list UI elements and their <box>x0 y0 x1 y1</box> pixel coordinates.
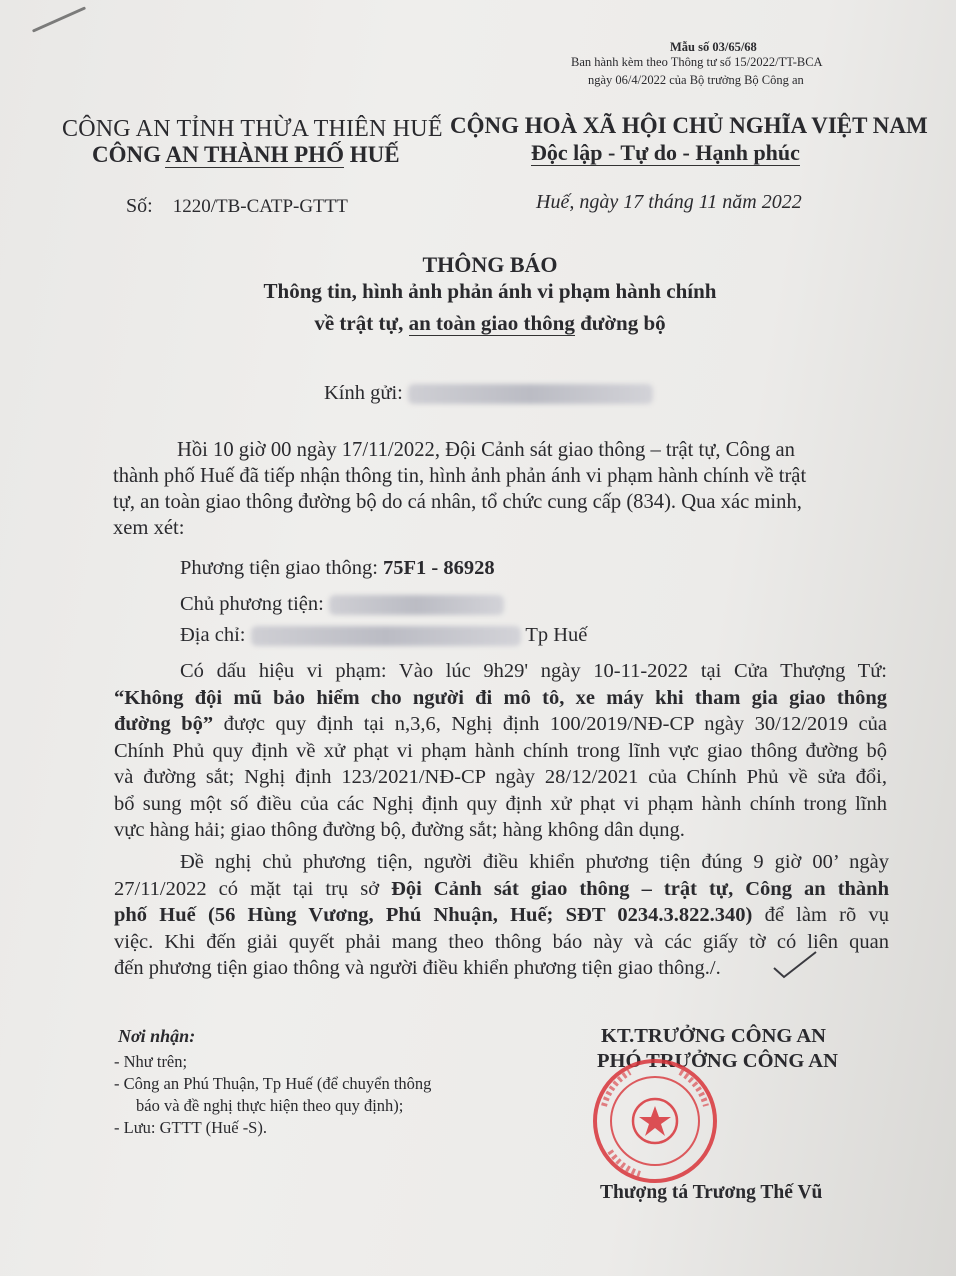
receiver-item: - Lưu: GTTT (Huế -S). <box>114 1118 267 1137</box>
signature-title-1: KT.TRƯỞNG CÔNG AN <box>601 1025 826 1047</box>
receivers-title: Nơi nhận: <box>118 1026 196 1046</box>
address-field: Địa chỉ: Tp Huế <box>180 624 588 646</box>
document-subtitle-1: Thông tin, hình ảnh phản ánh vi phạm hành chính <box>263 279 717 303</box>
request-paragraph: Đề nghị chủ phương tiện, người điều khiển phương tiện đúng 9 giờ 00’ ngày 27/11/2022 có mặt tại trụ sở Đội Cảnh sát giao thông – trật tự, Công an thành phố Huế (56 Hùng Vương, Phú Nhuận, Huế; SĐT 0234.3.822.340) để làm rõ vụ việc. Khi đến giải quyết phải mang theo thông báo này và các giấy tờ có liên quan đến phương tiện giao thông và người điều khiển phương tiện giao thông./. <box>114 851 889 979</box>
owner-field: Chủ phương tiện: <box>180 593 504 616</box>
official-seal-icon <box>590 1056 720 1186</box>
document-date: Huế, ngày 17 tháng 11 năm 2022 <box>536 191 802 213</box>
nation-motto: Độc lập - Tự do - Hạnh phúc <box>531 140 800 165</box>
recipient-line: Kính gửi: <box>324 382 653 405</box>
nation-title: CỘNG HOÀ XÃ HỘI CHỦ NGHĨA VIỆT NAM <box>450 113 928 138</box>
signer-name: Thượng tá Trương Thế Vũ <box>600 1182 823 1203</box>
redacted-recipient <box>408 384 653 404</box>
vehicle-field: Phương tiện giao thông: 75F1 - 86928 <box>180 557 495 579</box>
receiver-item: báo và đề nghị thực hiện theo quy định); <box>136 1096 404 1115</box>
agency-line-1: CÔNG AN TỈNH THỪA THIÊN HUẾ <box>62 116 443 142</box>
violation-paragraph: Có dấu hiệu vi phạm: Vào lúc 9h29' ngày 10-11-2022 tại Cửa Thượng Tứ: “Không đội mũ bảo hiểm cho người đi mô tô, xe máy khi tham gia giao thông đường bộ” được quy định tại n,3,6, Nghị định 100/2019/NĐ-CP ngày 30/12/2019 của Chính Phủ quy định về xử phạt vi phạm hành chính trong lĩnh vực giao thông đường bộ và đường sắt; Nghị định 123/2021/NĐ-CP ngày 28/12/2021 của Chính Phủ về sửa đổi, bổ sung một số điều của các Nghị định quy định xử phạt vi phạm hành chính trong lĩnh vực hàng hải; giao thông đường bộ, đường sắt; hàng không dân dụng. <box>114 660 888 841</box>
handwritten-tick-icon <box>770 950 820 980</box>
agency-line-2: CÔNG AN THÀNH PHỐ HUẾ <box>92 142 400 167</box>
issued-by-line-2: ngày 06/4/2022 của Bộ trưởng Bộ Công an <box>588 73 804 87</box>
receiver-item: - Như trên; <box>114 1052 188 1071</box>
redacted-address <box>251 626 521 646</box>
document-number: Số: 1220/TB-CATP-GTTT <box>126 195 348 217</box>
receiver-item: - Công an Phú Thuận, Tp Huế (để chuyển thông <box>114 1074 432 1093</box>
issued-by-line-1: Ban hành kèm theo Thông tư số 15/2022/TT-BCA <box>571 55 823 69</box>
signature-title-2: PHÓ TRƯỞNG CÔNG AN <box>597 1050 838 1072</box>
redacted-owner <box>329 595 504 615</box>
document-title: THÔNG BÁO <box>422 252 558 277</box>
pen-mark <box>32 6 86 32</box>
form-number: Mẫu số 03/65/68 <box>670 40 757 54</box>
intro-paragraph: Hồi 10 giờ 00 ngày 17/11/2022, Đội Cảnh sát giao thông – trật tự, Công an thành phố Huế đã tiếp nhận thông tin, hình ảnh phản ánh vi phạm hành chính về trật tự, an toàn giao thông đường bộ do cá nhân, tổ chức cung cấp (834). Qua xác minh, xem xét: <box>113 439 807 539</box>
document-subtitle-2: về trật tự, an toàn giao thông đường bộ <box>314 311 666 335</box>
plate-number: 75F1 - 86928 <box>383 557 495 579</box>
